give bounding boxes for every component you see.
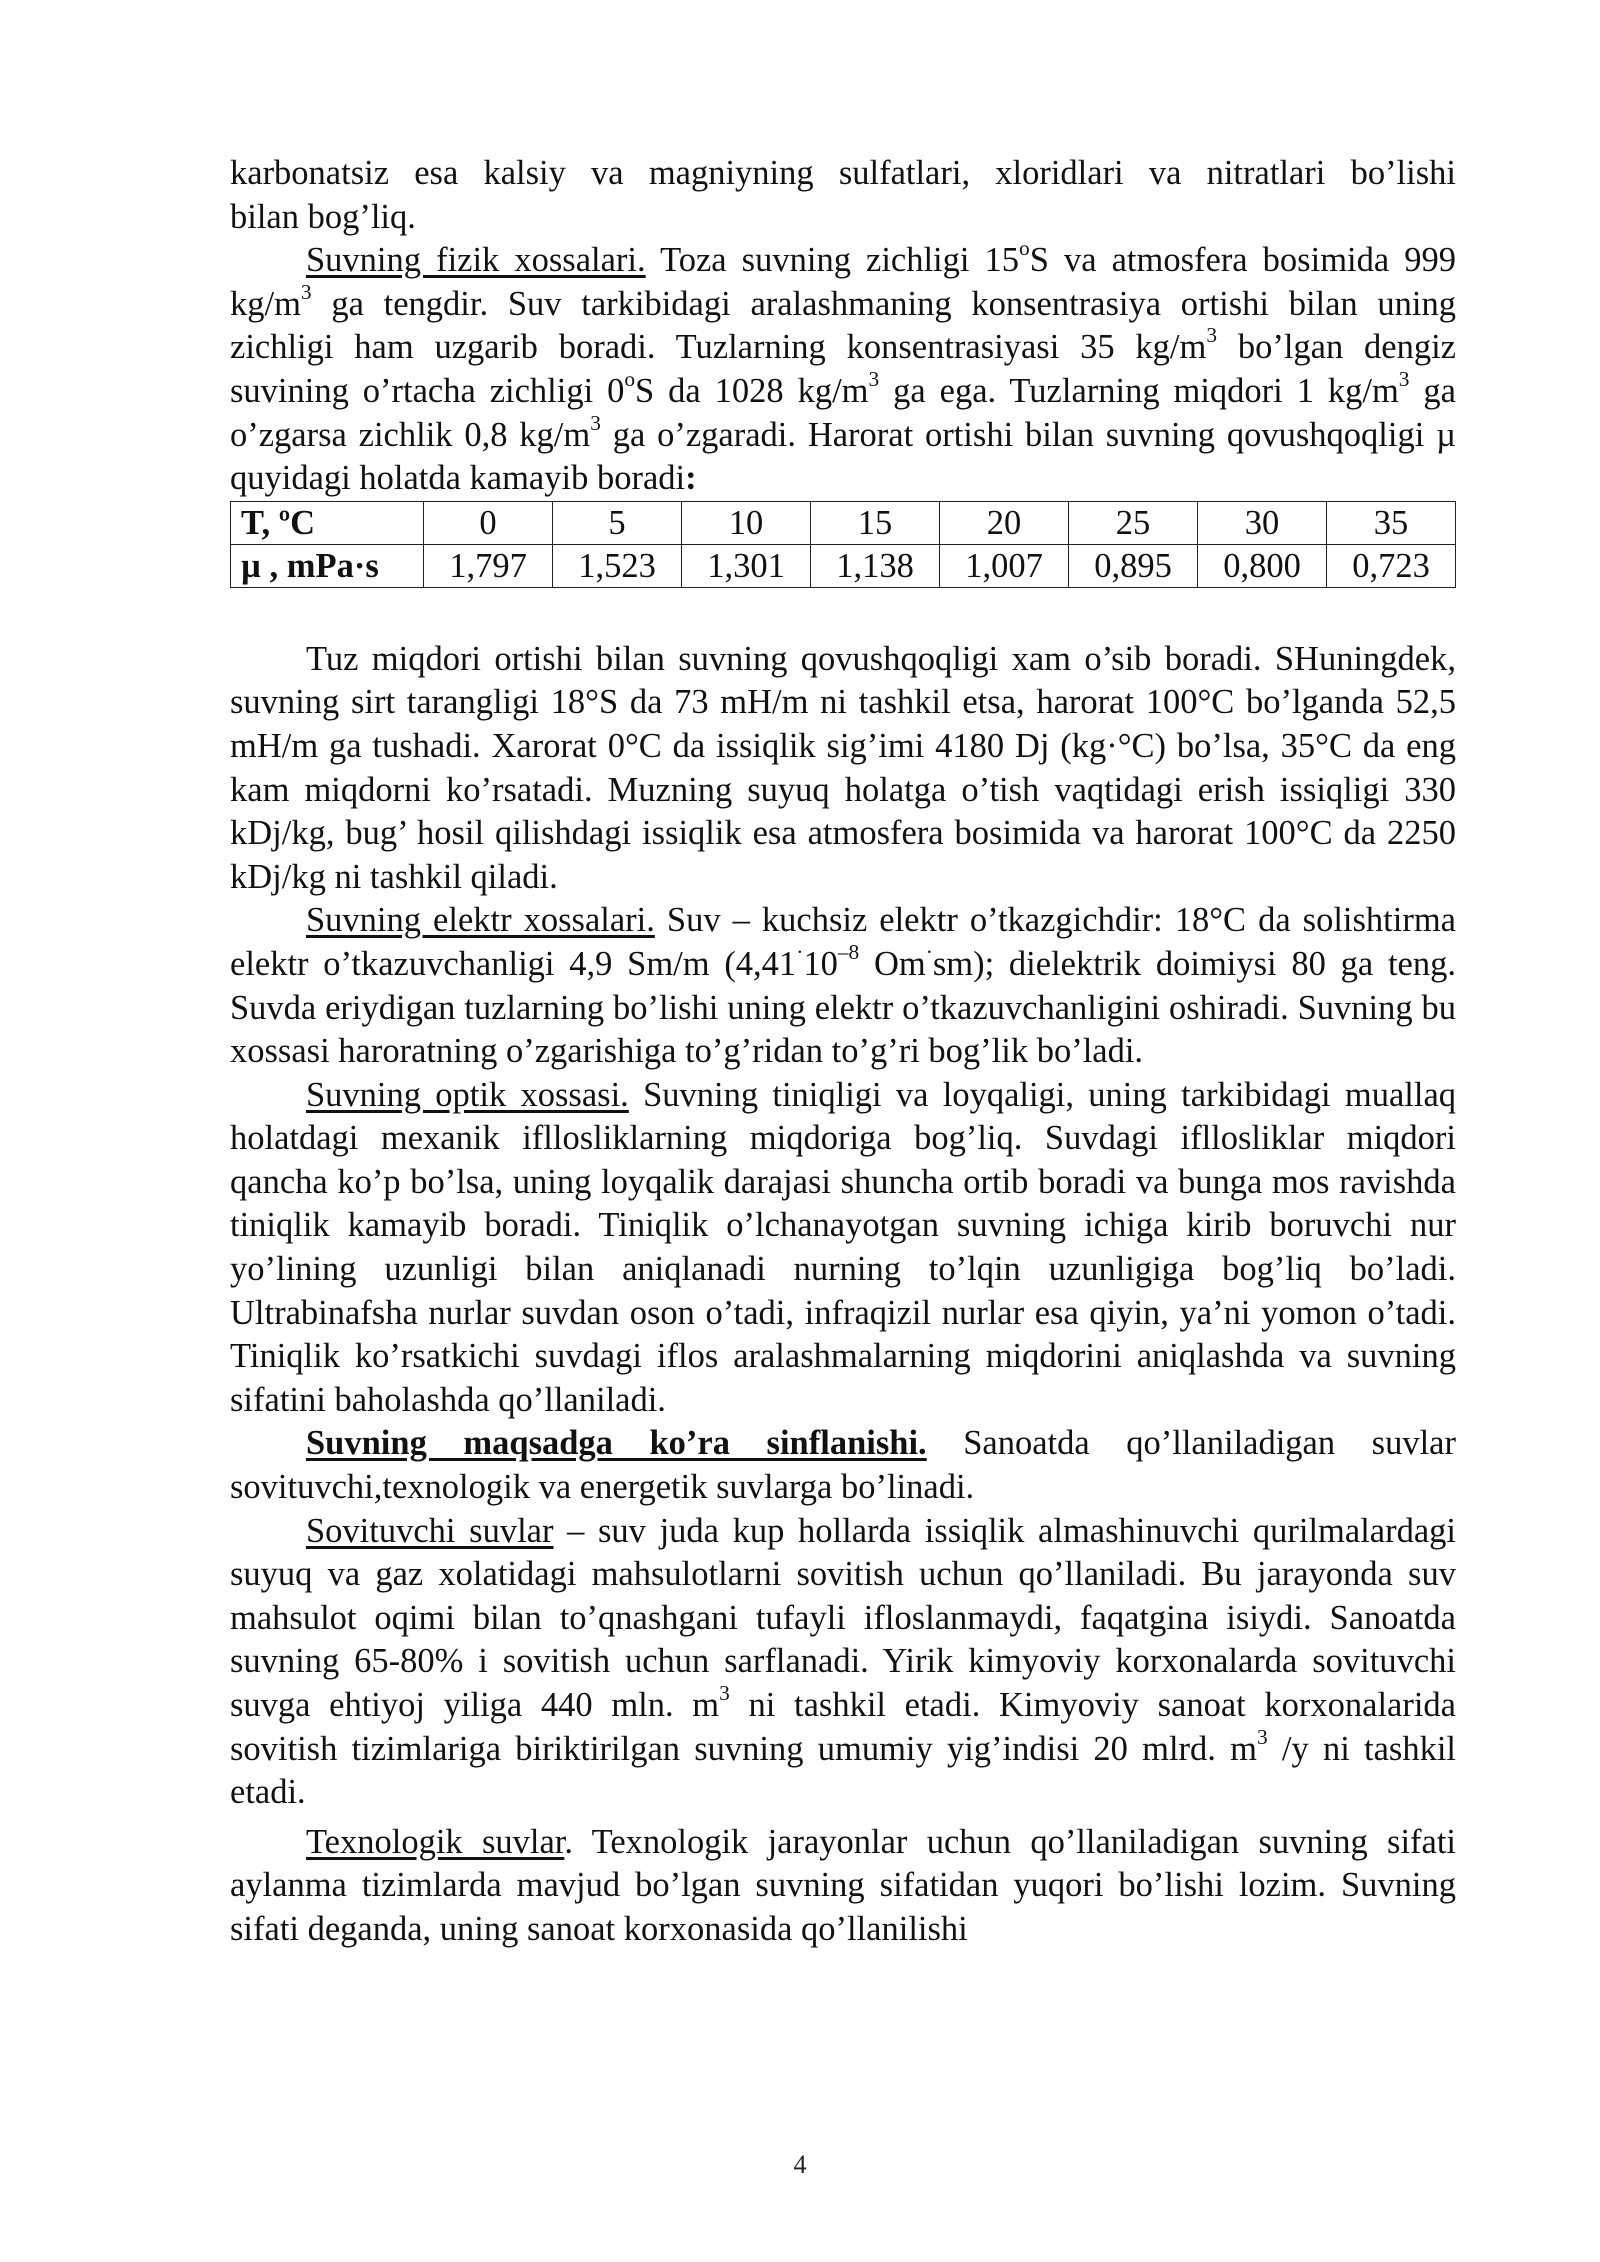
- table-cell: 1,301: [682, 544, 811, 587]
- table-cell: 0: [424, 501, 553, 544]
- paragraph-cooling-water: Sovituvchi suvlar – suv juda kup hollarda issiqlik almashinuvchi qurilmalardagi suyuq va gaz xolatidagi mahsulotlarni sovitish uchun qo’llaniladi. Bu jarayonda suv mahsulot oqimi bilan to’qnashgani tufayli ifloslanmaydi, faqatgina isiydi. Sanoatda suvning 65-80% i sovitish uchun sarflanadi. Yirik kimyoviy korxonalarda sovituvchi suvga ehtiyoj yiliga 440 mln. $m^3$ ni tashkil etadi. Kimyoviy sanoat korxonalarida sovitish tizimlariga biriktirilgan suvning umumiy yig’indisi 20 mlrd. $m^3$ /y ni tashkil etadi.: [230, 1511, 1456, 1812]
- table-cell: 10: [682, 501, 811, 544]
- paragraph-classification: Suvning maqsadga ko’ra sinflanishi. Sanoatda qo’llaniladigan suvlar sovituvchi,texnologik va energetik suvlarga bo’linadi.: [230, 1424, 1456, 1507]
- section-heading-physical: Suvning fizik xossalari.: [306, 241, 646, 280]
- section-heading-classification: Suvning maqsadga ko’ra sinflanishi.: [306, 1424, 927, 1463]
- table-cell: 0,800: [1198, 544, 1327, 587]
- table-cell: 1,523: [553, 544, 682, 587]
- paragraph-physical-properties: Suvning fizik xossalari. Toza suvning zichligi 15$^o$S va atmosfera bosimida 999 $kg/m^3$ ga tengdir. Suv tarkibidagi aralashmaning konsentrasiya ortishi bilan uning zichligi ham uzgarib boradi. Tuzlarning konsentrasiyasi 35 $kg/m^3$ bo’lgan dengiz suvining o’rtacha zichligi 0$^o$S da 1028 $kg/m^3$ ga ega. Tuzlarning miqdori 1 $kg/m^3$ ga o’zgarsa zichlik 0,8 $kg/m^3$ ga o’zgaradi. Harorat ortishi bilan suvning qovushqoqligi µ quyidagi holatda kamayib boradi:: [230, 236, 1456, 498]
- document-page: [230, 152, 1456, 1952]
- viscosity-table: [230, 501, 1456, 588]
- section-heading-electric: Suvning elektr xossalari.: [306, 901, 655, 940]
- table-row: [231, 501, 1456, 544]
- paragraph-technological-water: Texnologik suvlar. Texnologik jarayonlar uchun qo’llaniladigan suvning sifati aylanma tizimlarda mavjud bo’lgan suvning sifatidan yuqori bo’lishi lozim. Suvning sifati deganda, uning sanoat korxonasida qo’llanilishi: [230, 1822, 1456, 1948]
- table-row-label: µ , mPa·s: [231, 544, 424, 587]
- table-cell: 1,797: [424, 544, 553, 587]
- paragraph-intro: karbonatsiz esa kalsiy va magniyning sulfatlari, xloridlari va nitratlari bo’lishi: [230, 154, 1456, 192]
- table-row: [231, 544, 1456, 587]
- paragraph-intro-end: bilan bog’liq.: [230, 197, 416, 236]
- table-cell: 0,895: [1069, 544, 1198, 587]
- paragraph-viscosity-salt: Tuz miqdori ortishi bilan suvning qovushqoqligi xam o’sib boradi. SHuningdek, suvning sirt tarangligi 18°S da 73 mH/m ni tashkil etsa, harorat 100°C bo’lganda 52,5 mH/m ga tushadi. Xarorat 0°C da issiqlik sig’imi 4180 Dj (kg·°C) bo’lsa, 35°C da eng kam miqdorni ko’rsatadi. Muzning suyuq holatga o’tish vaqtidagi erish issiqligi 330 kDj/kg, bug’ hosil qilishdagi issiqlik esa atmosfera bosimida va harorat 100°C da 2250 kDj/kg ni tashkil qiladi.: [230, 639, 1456, 896]
- table-cell: 1,138: [811, 544, 940, 587]
- section-heading-optical: Suvning optik xossasi.: [306, 1075, 629, 1114]
- table-cell: 30: [1198, 501, 1327, 544]
- section-heading-technological: Texnologik suvlar: [306, 1822, 565, 1861]
- table-cell: 35: [1327, 501, 1456, 544]
- table-cell: 20: [940, 501, 1069, 544]
- paragraph-optical-properties: Suvning optik xossasi. Suvning tiniqligi va loyqaligi, uning tarkibidagi muallaq holatdagi mexanik ifllosliklarning miqdoriga bog’liq. Suvdagi ifllosliklar miqdori qancha ko’p bo’lsa, uning loyqalik darajasi shuncha ortib boradi va bunga mos ravishda tiniqlik kamayib boradi. Tiniqlik o’lchanayotgan suvning ichiga kirib boruvchi nur yo’lining uzunligi bilan aniqlanadi nurning to’lqin uzunligiga bog’liq bo’ladi. Ultrabinafsha nurlar suvdan oson o’tadi, infraqizil nurlar esa qiyin, ya’ni yomon o’tadi. Tiniqlik ko’rsatkichi suvdagi iflos aralashmalarning miqdorini aniqlashda va suvning sifatini baholashda qo’llaniladi.: [230, 1075, 1457, 1419]
- table-cell: 25: [1069, 501, 1198, 544]
- section-heading-cooling: Sovituvchi suvlar: [306, 1511, 554, 1550]
- paragraph-electric-properties: Suvning elektr xossalari. Suv – kuchsiz elektr o’tkazgichdir: 18°C da solishtirma elektr o’tkazuvchanligi 4,9 Sm/m ($4,41^\cdot 10^{-8}$ Om·sm); dielektrik doimiysi 80 ga teng. Suvda eriydigan tuzlarning bo’lishi uning elektr o’tkazuvchanligini oshiradi. Suvning bu xossasi haroratning o’zgarishiga to’g’ridan to’g’ri bog’lik bo’ladi.: [230, 901, 1456, 1071]
- table-cell: 1,007: [940, 544, 1069, 587]
- table-cell: 5: [553, 501, 682, 544]
- table-row-label: T, ºC: [231, 501, 424, 544]
- table-cell: 0,723: [1327, 544, 1456, 587]
- page-number: 4: [793, 2150, 807, 2179]
- table-cell: 15: [811, 501, 940, 544]
